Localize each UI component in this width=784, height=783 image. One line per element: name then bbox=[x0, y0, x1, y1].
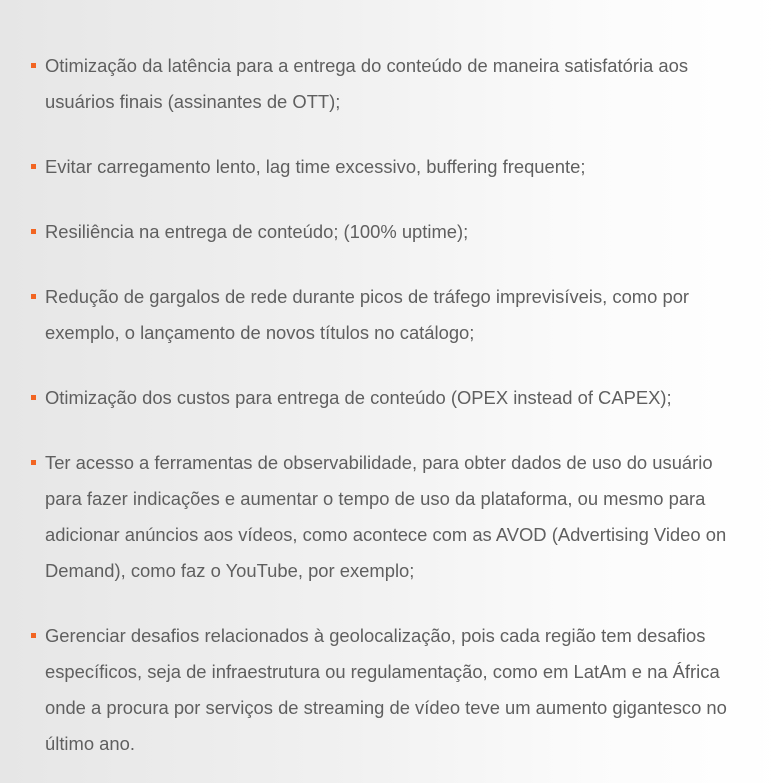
bullet-item bbox=[31, 48, 754, 120]
bullet-square-icon bbox=[31, 633, 36, 638]
bullet-item bbox=[31, 618, 754, 762]
bullet-text: Evitar carregamento lento, lag time excessivo, buffering frequente; bbox=[45, 156, 586, 177]
bullet-text: Gerenciar desafios relacionados à geolocalização, pois cada região tem desafios específicos, seja de infraestrutura ou regulamentação, como em LatAm e na África onde a procura por serviços de streaming de vídeo teve um aumento gigantesco no último ano. bbox=[45, 625, 727, 754]
bullet-square-icon bbox=[31, 164, 36, 169]
bullet-square-icon bbox=[31, 294, 36, 299]
bullet-list bbox=[31, 48, 754, 762]
bullet-text: Otimização dos custos para entrega de conteúdo (OPEX instead of CAPEX); bbox=[45, 387, 672, 408]
bullet-text: Ter acesso a ferramentas de observabilidade, para obter dados de uso do usuário para fazer indicações e aumentar o tempo de uso da plataforma, ou mesmo para adicionar anúncios aos vídeos, como acontece com as AVOD (Advertising Video on Demand), como faz o YouTube, por exemplo; bbox=[45, 452, 727, 581]
bullet-item bbox=[31, 445, 754, 589]
bullet-item bbox=[31, 279, 754, 351]
bullet-item bbox=[31, 149, 754, 185]
bullet-text: Resiliência na entrega de conteúdo; (100% uptime); bbox=[45, 221, 469, 242]
bullet-text: Otimização da latência para a entrega do conteúdo de maneira satisfatória aos usuários finais (assinantes de OTT); bbox=[45, 55, 689, 112]
bullet-item bbox=[31, 380, 754, 416]
bullet-item bbox=[31, 214, 754, 250]
bullet-square-icon bbox=[31, 229, 36, 234]
bullet-text: Redução de gargalos de rede durante picos de tráfego imprevisíveis, como por exemplo, o lançamento de novos títulos no catálogo; bbox=[45, 286, 690, 343]
bullet-square-icon bbox=[31, 63, 36, 68]
bullet-square-icon bbox=[31, 460, 36, 465]
bullet-square-icon bbox=[31, 395, 36, 400]
